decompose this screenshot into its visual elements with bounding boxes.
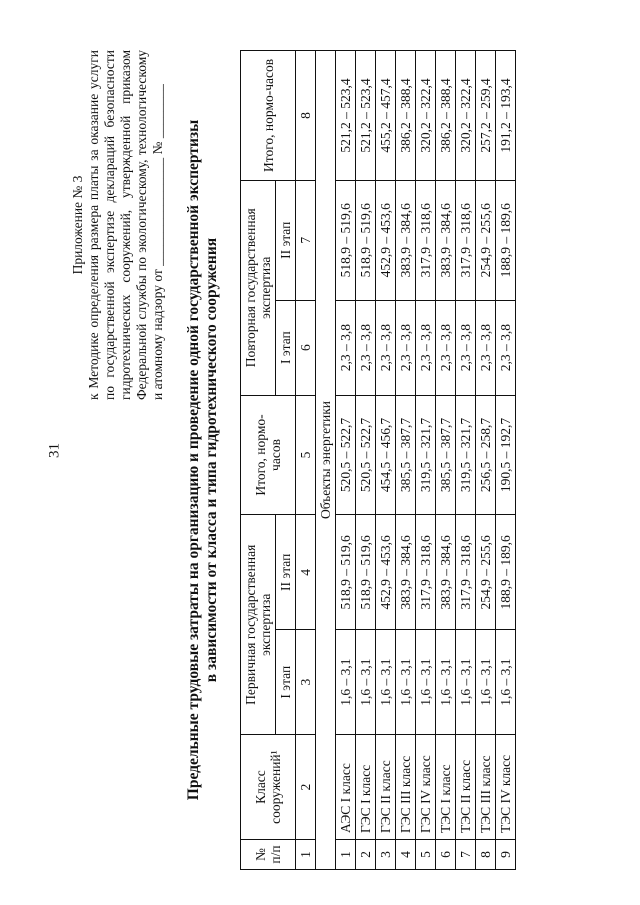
table-row <box>416 51 436 870</box>
col-number: 2 <box>296 735 316 840</box>
primary-stage-2: 188,9 – 189,6 <box>496 515 516 630</box>
col-number: 8 <box>296 51 316 181</box>
primary-total: 520,5 – 522,7 <box>336 395 356 515</box>
col-number: 1 <box>296 840 316 870</box>
primary-total: 385,5 – 387,7 <box>396 395 416 515</box>
table-row <box>376 51 396 870</box>
repeat-stage-1: 2,3 – 3,8 <box>496 300 516 395</box>
repeat-stage-2: 518,9 – 519,6 <box>336 180 356 300</box>
rotated-page-content <box>70 50 635 870</box>
repeat-stage-1: 2,3 – 3,8 <box>336 300 356 395</box>
document-heading <box>185 50 221 870</box>
repeat-stage-2: 188,9 – 189,6 <box>496 180 516 300</box>
row-number: 2 <box>356 840 376 870</box>
primary-stage-1: 1,6 – 3,1 <box>356 630 376 735</box>
col-number: 7 <box>296 180 316 300</box>
repeat-total: 521,2 – 523,4 <box>336 51 356 181</box>
row-class: АЭС I класс <box>336 735 356 840</box>
header-primary-stage-2: II этап <box>276 515 296 630</box>
primary-stage-2: 383,9 – 384,6 <box>396 515 416 630</box>
row-number: 5 <box>416 840 436 870</box>
table-row <box>396 51 416 870</box>
primary-stage-2: 452,9 – 453,6 <box>376 515 396 630</box>
heading-line-1: Предельные трудовые затраты на организацию и проведение одной государственной экспертизы <box>185 119 202 801</box>
primary-stage-2: 518,9 – 519,6 <box>336 515 356 630</box>
col-number: 6 <box>296 300 316 395</box>
row-class: ТЭС III класс <box>476 735 496 840</box>
header-repeat: Повторная государственная экспертиза <box>241 180 276 395</box>
repeat-total: 320,2 – 322,4 <box>416 51 436 181</box>
row-number: 7 <box>456 840 476 870</box>
table-row <box>476 51 496 870</box>
row-number: 3 <box>376 840 396 870</box>
repeat-stage-1: 2,3 – 3,8 <box>436 300 456 395</box>
labor-norms-table <box>240 50 516 870</box>
header-primary-stage-1: I этап <box>276 630 296 735</box>
repeat-stage-2: 518,9 – 519,6 <box>356 180 376 300</box>
primary-stage-2: 317,9 – 318,6 <box>456 515 476 630</box>
primary-total: 454,5 – 456,7 <box>376 395 396 515</box>
repeat-total: 191,2 – 193,4 <box>496 51 516 181</box>
row-number: 9 <box>496 840 516 870</box>
repeat-total: 455,2 – 457,4 <box>376 51 396 181</box>
primary-stage-1: 1,6 – 3,1 <box>496 630 516 735</box>
header-total-repeat: Итого, нормо-часов <box>241 51 296 181</box>
primary-stage-2: 317,9 – 318,6 <box>416 515 436 630</box>
repeat-total: 257,2 – 259,4 <box>476 51 496 181</box>
repeat-stage-2: 254,9 – 255,6 <box>476 180 496 300</box>
repeat-stage-2: 317,9 – 318,6 <box>416 180 436 300</box>
row-number: 4 <box>396 840 416 870</box>
repeat-total: 386,2 – 388,4 <box>436 51 456 181</box>
primary-stage-1: 1,6 – 3,1 <box>456 630 476 735</box>
header-class: Класс сооружений¹ <box>241 735 296 840</box>
repeat-stage-1: 2,3 – 3,8 <box>376 300 396 395</box>
primary-stage-1: 1,6 – 3,1 <box>376 630 396 735</box>
row-class: ГЭС IV класс <box>416 735 436 840</box>
primary-total: 385,5 – 387,7 <box>436 395 456 515</box>
primary-total: 319,5 – 321,7 <box>456 395 476 515</box>
primary-total: 520,5 – 522,7 <box>356 395 376 515</box>
appendix-body: к Методике определения размера платы за оказание услуги по государственной экспертизе деклараций безопасности гидротехнических сооружений, утвержденной приказом Федеральной службы по экологическому, технологическому и атомному надзору от ________________ № ________ <box>86 50 165 400</box>
repeat-stage-1: 2,3 – 3,8 <box>396 300 416 395</box>
primary-stage-1: 1,6 – 3,1 <box>436 630 456 735</box>
header-primary: Первичная государственная экспертиза <box>241 515 276 735</box>
header-repeat-stage-1: I этап <box>276 300 296 395</box>
table-row <box>436 51 456 870</box>
row-number: 1 <box>336 840 356 870</box>
repeat-stage-2: 383,9 – 384,6 <box>436 180 456 300</box>
repeat-stage-1: 2,3 – 3,8 <box>356 300 376 395</box>
repeat-total: 386,2 – 388,4 <box>396 51 416 181</box>
row-class: ТЭС I класс <box>436 735 456 840</box>
row-class: ТЭС II класс <box>456 735 476 840</box>
primary-stage-2: 383,9 – 384,6 <box>436 515 456 630</box>
table-row <box>456 51 476 870</box>
table-row <box>356 51 376 870</box>
heading-line-2: в зависимости от класса и типа гидротехнического сооружения <box>203 237 220 683</box>
primary-stage-1: 1,6 – 3,1 <box>336 630 356 735</box>
repeat-stage-2: 383,9 – 384,6 <box>396 180 416 300</box>
header-repeat-stage-2: II этап <box>276 180 296 300</box>
row-class: ГЭС I класс <box>356 735 376 840</box>
primary-stage-1: 1,6 – 3,1 <box>396 630 416 735</box>
col-number: 4 <box>296 515 316 630</box>
row-class: ГЭС II класс <box>376 735 396 840</box>
repeat-total: 521,2 – 523,4 <box>356 51 376 181</box>
row-class: ТЭС IV класс <box>496 735 516 840</box>
repeat-stage-1: 2,3 – 3,8 <box>416 300 436 395</box>
primary-stage-2: 254,9 – 255,6 <box>476 515 496 630</box>
page-number: 31 <box>46 443 63 458</box>
repeat-stage-1: 2,3 – 3,8 <box>476 300 496 395</box>
primary-total: 256,5 – 258,7 <box>476 395 496 515</box>
repeat-stage-2: 317,9 – 318,6 <box>456 180 476 300</box>
row-number: 6 <box>436 840 456 870</box>
header-num: № п/п <box>241 840 296 870</box>
section-title: Объекты энергетики <box>316 51 336 870</box>
col-number: 3 <box>296 630 316 735</box>
primary-stage-1: 1,6 – 3,1 <box>416 630 436 735</box>
repeat-total: 320,2 – 322,4 <box>456 51 476 181</box>
appendix-note <box>70 50 166 400</box>
repeat-stage-2: 452,9 – 453,6 <box>376 180 396 300</box>
header-total-primary: Итого, нормо-часов <box>241 395 296 515</box>
row-number: 8 <box>476 840 496 870</box>
primary-stage-2: 518,9 – 519,6 <box>356 515 376 630</box>
repeat-stage-1: 2,3 – 3,8 <box>456 300 476 395</box>
col-number: 5 <box>296 395 316 515</box>
primary-stage-1: 1,6 – 3,1 <box>476 630 496 735</box>
table-row <box>496 51 516 870</box>
table-row <box>336 51 356 870</box>
primary-total: 190,5 – 192,7 <box>496 395 516 515</box>
primary-total: 319,5 – 321,7 <box>416 395 436 515</box>
appendix-title: Приложение № 3 <box>70 175 85 275</box>
row-class: ГЭС III класс <box>396 735 416 840</box>
